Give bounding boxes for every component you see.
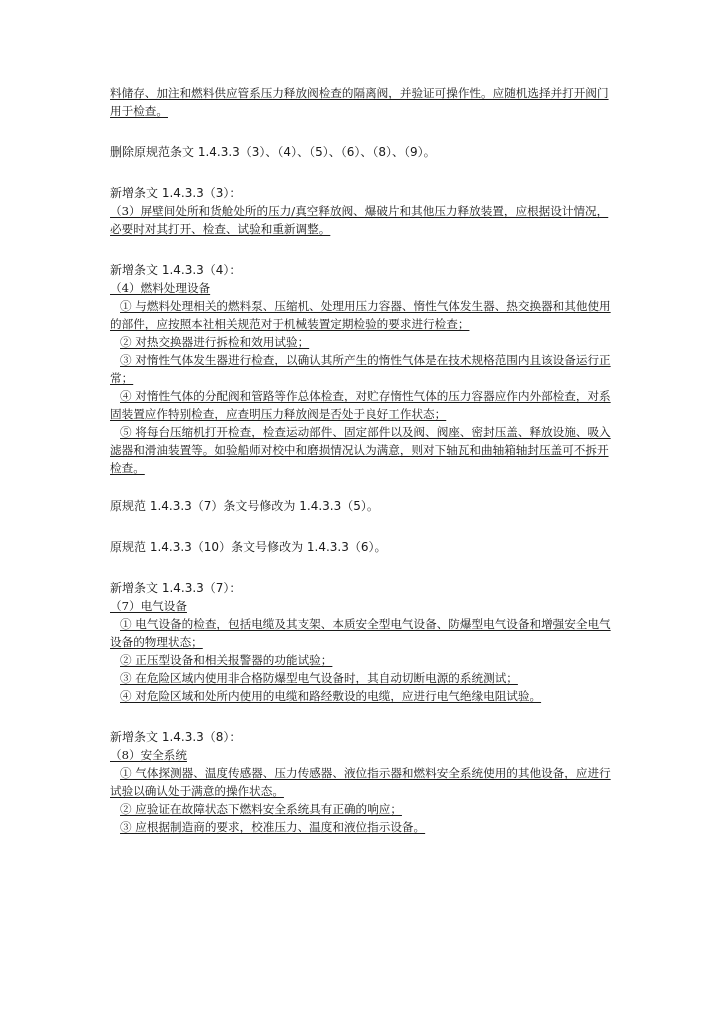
clause3-heading: 新增条文 1.4.3.3（3）： [110,186,242,200]
intro-paragraph: 料储存、加注和燃料供应管系压力释放阀检查的隔离阀，并验证可操作性。应随机选择并打开阀门用于检查。 [110,86,609,118]
document-page [110,84,616,836]
renumber-note-2: 原规范 1.4.3.3（10）条文号修改为 1.4.3.3（6）。 [110,540,387,554]
clause4-item: ③ 对惰性气体发生器进行检查，以确认其所产生的惰性气体是在技术规格范围内且该设备运行正常； [110,353,611,385]
clause8-item: ① 气体探测器、温度传感器、压力传感器、液位指示器和燃料安全系统使用的其他设备，应进行试验以确认处于满意的操作状态。 [110,766,611,798]
delete-note: 删除原规范条文 1.4.3.3（3）、（4）、（5）、（6）、（8）、（9）。 [110,145,436,159]
clause8-item: ② 应验证在故障状态下燃料安全系统具有正确的响应； [120,802,402,816]
clause4-title: （4）燃料处理设备 [110,281,211,295]
clause8-title: （8）安全系统 [110,748,187,762]
clause4-item: ④ 对惰性气体的分配阀和管路等作总体检查，对贮存惰性气体的压力容器应作内外部检查，对系固装置应作特别检查，应查明压力释放阀是否处于良好工作状态； [110,389,611,421]
clause7-title: （7）电气设备 [110,599,187,613]
clause7-item: ③ 在危险区域内使用非合格防爆型电气设备时，其自动切断电源的系统测试； [120,671,518,685]
clause8-heading: 新增条文 1.4.3.3（8）： [110,730,242,744]
clause4-heading: 新增条文 1.4.3.3（4）： [110,263,242,277]
clause7-item: ④ 对危险区域和处所内使用的电缆和路经敷设的电缆，应进行电气绝缘电阻试验。 [120,689,542,703]
clause8-item: ③ 应根据制造商的要求，校准压力、温度和液位指示设备。 [120,820,426,834]
clause7-item: ② 正压型设备和相关报警器的功能试验； [120,653,333,667]
clause7-heading: 新增条文 1.4.3.3（7）： [110,581,242,595]
clause4-item: ⑤ 将每台压缩机打开检查，检查运动部件、固定部件以及阀、阀座、密封压盖、释放设施、吸入滤器和滑油装置等。如验船师对校中和磨损情况认为满意，则对下轴瓦和曲轴箱轴封压盖可不拆开检查。 [110,425,611,475]
clause7-item: ① 电气设备的检查，包括电缆及其支架、本质安全型电气设备、防爆型电气设备和增强安全电气设备的物理状态； [110,617,611,649]
renumber-note-1: 原规范 1.4.3.3（7）条文号修改为 1.4.3.3（5）。 [110,499,379,513]
clause4-item: ② 对热交换器进行拆检和效用试验； [120,335,310,349]
clause3-body: （3）屏壁间处所和货舱处所的压力/真空释放阀、爆破片和其他压力释放装置，应根据设计情况，必要时对其打开、检查、试验和重新调整。 [110,204,609,236]
clause4-item: ① 与燃料处理相关的燃料泵、压缩机、处理用压力容器、惰性气体发生器、热交换器和其他使用的部件，应按照本社相关规范对于机械装置定期检验的要求进行检查； [110,299,611,331]
